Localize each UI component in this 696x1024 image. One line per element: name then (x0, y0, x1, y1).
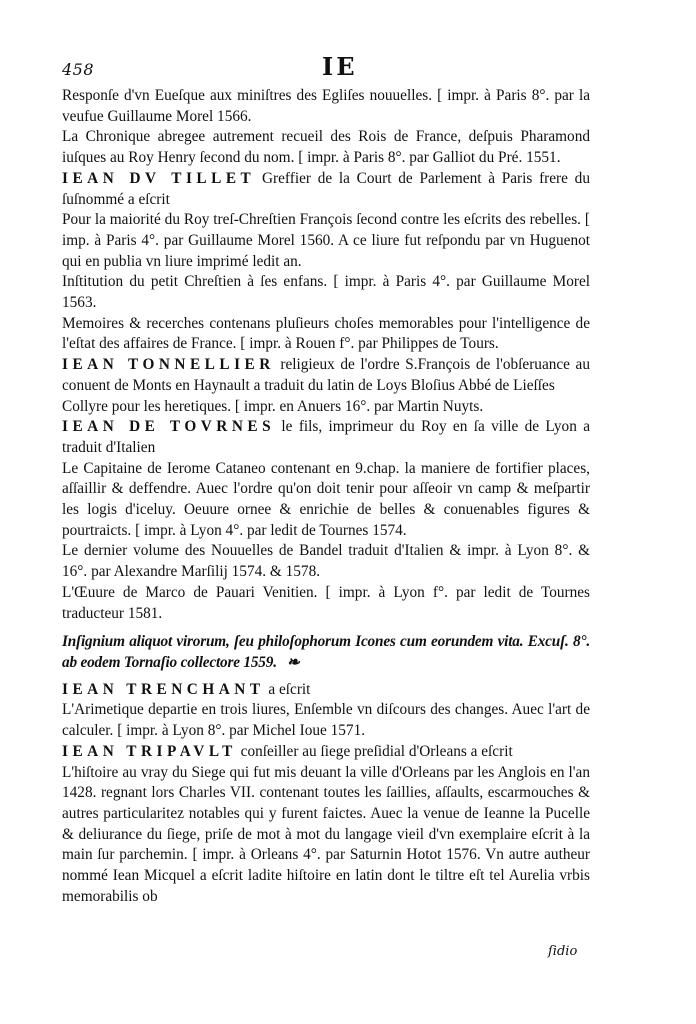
author-heading (62, 742, 590, 763)
page-number: 458 (62, 60, 95, 79)
book-entry: La Chronique abregee autrement recueil des Rois de France, deſpuis Pharamond iuſques au Roy Henry ſecond du nom. [ impr. à Paris 8°. par Galliot du Pré. 1551. (62, 128, 590, 167)
catalog-text (62, 86, 590, 907)
fleuron-ornament: ❧ (286, 653, 300, 671)
latin-entry-text: Inſignium aliquot virorum, ſeu philoſophorum Icones cum eorundem vita. Excuſ. 8°. ab eodem Tornaſio collectore 1559. (62, 633, 590, 671)
author-description: conſeiller au ſiege preſidial d'Orleans a eſcrit (236, 742, 513, 760)
book-entry: Responſe d'vn Eueſque aux miniſtres des Egliſes nouuelles. [ impr. à Paris 8°. par la veufue Guillaume Morel 1566. (62, 87, 590, 125)
book-entry: Inſtitution du petit Chreſtien à ſes enfans. [ impr. à Paris 4°. par Guillaume Morel 1563. (62, 273, 590, 312)
running-head: IE (322, 52, 358, 81)
author-description: le fils, imprimeur du Roy en ſa ville de Lyon a traduit d'Italien (62, 418, 590, 456)
catchword: ſidio (548, 944, 578, 959)
book-entry: Memoires & recerches contenans pluſieurs choſes memorables pour l'intelligence de l'eſtat des affaires de France. [ impr. à Rouen f°. par Philippes de Tours. (62, 314, 590, 353)
author-description: religieux de l'ordre S.François de l'obſeruance au conuent de Monts en Haynault a traduit du latin de Loys Bloſius Abbé de Lieſſes (62, 356, 590, 394)
author-heading (62, 355, 590, 396)
author-name: IEAN TRIPAVLT (62, 742, 237, 760)
book-entry: L'Œuure de Marco de Pauari Venitien. [ impr. à Lyon f°. par ledit de Tournes traducteur 1581. (62, 583, 590, 622)
book-entry: Le Capitaine de Ierome Cataneo contenant en 9.chap. la maniere de fortifier places, aſſaillir & deffendre. Auec l'ordre qu'on doit tenir pour aſſeoir vn camp & meſpartir les logis d'iceluy. Oeuure ornee & enrichie de belles & conuenables figures & pourtraicts. [ impr. à Lyon 4°. par ledit de Tournes 1574. (62, 459, 590, 539)
author-description: Greffier de la Court de Parlement à Paris frere du ſuſnommé a eſcrit (62, 169, 590, 208)
book-entry: L'hiſtoire au vray du Siege qui fut mis deuant la ville d'Orleans par les Anglois en l'an 1428. regnant lors Charles VII. contenant toutes les ſaillies, aſſaults, escarmouches & autres particularitez notables qui y furent faictes. Auec la venue de Ieanne la Pucelle & deliurance du ſiege, priſe de mot à mot du langage vieil d'vn exemplaire eſcrit à la main ſur parchemin. [ impr. à Orleans 4°. par Saturnin Hotot 1576. Vn autre autheur nommé Iean Micquel a eſcrit ladite hiſtoire en latin dont le tiltre eſt tel Aurelia vrbis memorabilis ob (62, 763, 590, 905)
author-heading (62, 680, 590, 701)
book-entry: Pour la maiorité du Roy treſ-Chreſtien François ſecond contre les eſcrits des rebelles. [ imp. à Paris 4°. par Guillaume Morel 1560. A ce liure fut reſpondu par vn Huguenot qui en publia vn liure imprimé ledit an. (62, 211, 590, 270)
book-entry: Collyre pour les heretiques. [ impr. en Anuers 16°. par Martin Nuyts. (62, 397, 484, 415)
author-name: IEAN DE TOVRNES (62, 418, 276, 436)
author-name: IEAN TONNELLIER (62, 356, 275, 374)
author-name: IEAN DV TILLET (62, 169, 256, 187)
author-description: a eſcrit (264, 680, 311, 698)
book-entry: L'Arimetique departie en trois liures, Enſemble vn diſcours des changes. Auec l'art de calculer. [ impr. à Lyon 8°. par Michel Ioue 1571. (62, 701, 590, 740)
author-heading (62, 417, 590, 458)
latin-entry (62, 632, 590, 673)
page-header (0, 50, 696, 90)
author-heading (62, 169, 590, 210)
book-entry: Le dernier volume des Nouuelles de Bandel traduit d'Italien & impr. à Lyon 8°. & 16°. par Alexandre Marſilij 1574. & 1578. (62, 542, 590, 581)
author-name: IEAN TRENCHANT (62, 680, 265, 698)
